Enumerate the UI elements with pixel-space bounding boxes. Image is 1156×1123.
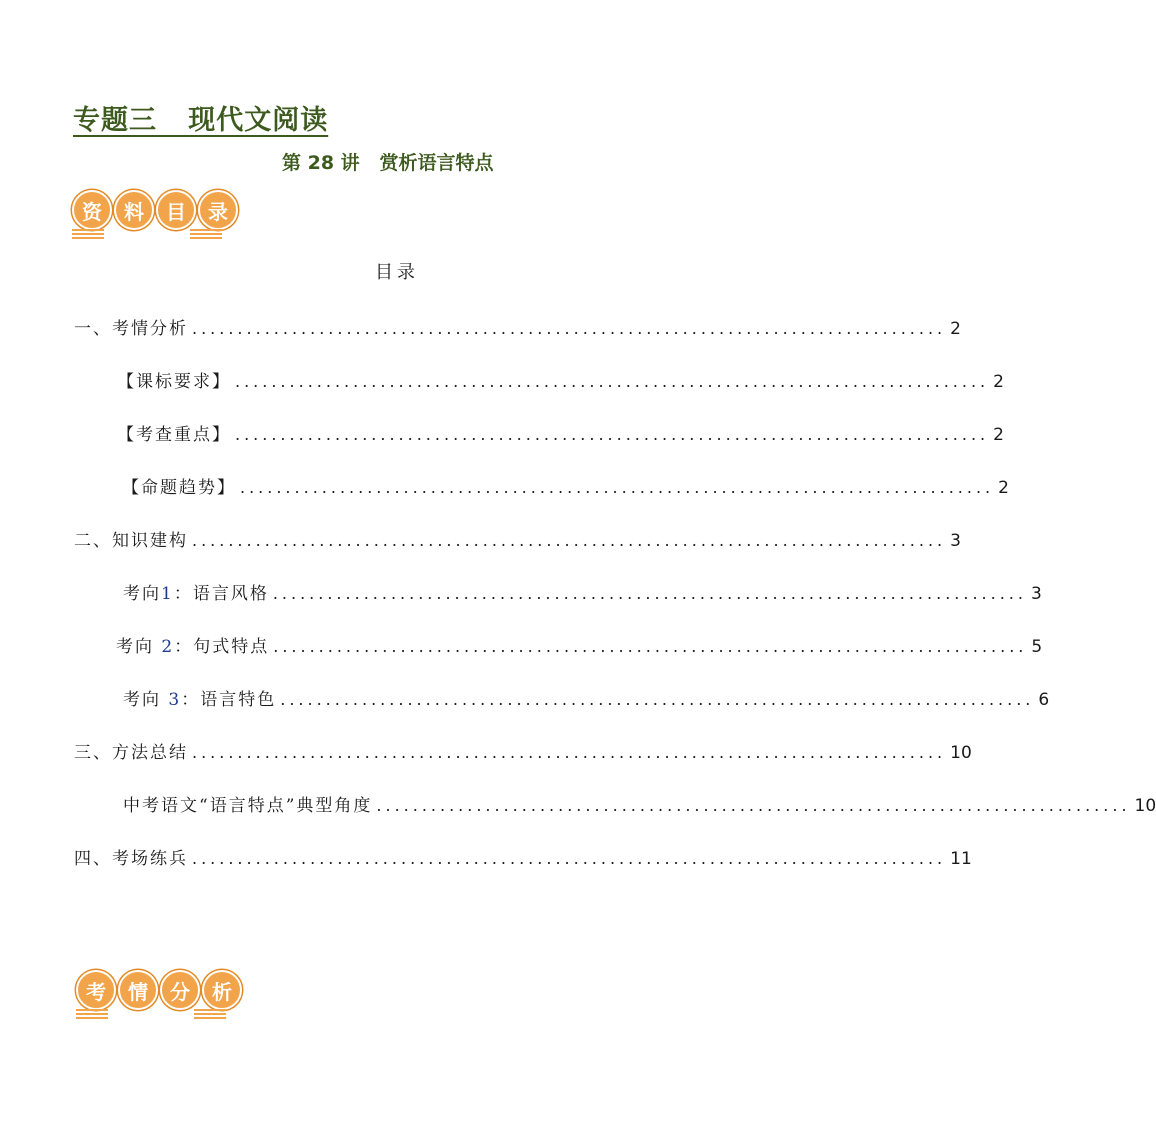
- toc-entry[interactable]: [123, 579, 1042, 604]
- toc-leader-dots: ...................................................................................: [192, 319, 947, 338]
- toc-page-number: 2: [950, 319, 961, 339]
- toc-entry-label: [123, 685, 276, 710]
- toc-entry-number: 3: [168, 690, 182, 710]
- toc-page-number: 5: [1031, 637, 1043, 657]
- page-title: 专题三 现代文阅读: [73, 105, 329, 136]
- toc-leader-dots: ...................................................................................: [235, 372, 990, 391]
- toc-entry-label: 一、考情分析: [74, 319, 188, 339]
- toc-entry[interactable]: [117, 367, 1004, 392]
- lecture-subtitle: 第 28 讲 赏析语言特点: [282, 152, 494, 174]
- toc-entry-number: 1: [161, 584, 174, 604]
- toc-entry[interactable]: [74, 526, 961, 551]
- badge-char: 料: [114, 190, 154, 230]
- badge-char: 录: [198, 190, 238, 230]
- toc-entry[interactable]: [74, 314, 961, 339]
- toc-entry-label: 【课标要求】: [117, 372, 231, 392]
- toc-entry-label: 三、方法总结: [74, 743, 188, 763]
- contents-badge: [72, 190, 238, 230]
- toc-leader-dots: ...................................................................................: [376, 796, 1131, 815]
- toc-page-number: 2: [993, 372, 1004, 392]
- analysis-badge: [76, 970, 242, 1010]
- toc-heading: 目录: [375, 262, 419, 283]
- toc-entry-prefix: 考向: [123, 690, 169, 710]
- toc-entry-label: 【考查重点】: [117, 425, 231, 445]
- toc-entry-label: [123, 579, 269, 604]
- toc-page-number: 3: [1030, 584, 1042, 604]
- toc-entry[interactable]: [122, 473, 1009, 498]
- badge-underline-right: [190, 229, 222, 241]
- toc-entry[interactable]: [123, 685, 1050, 710]
- toc-entry-label: 中考语文“语言特点”典型角度: [123, 796, 373, 816]
- badge-char: 资: [72, 190, 112, 230]
- toc-entry-suffix: ：语言特色: [181, 690, 277, 710]
- badge-char: 情: [118, 970, 158, 1010]
- toc-leader-dots: ...................................................................................: [192, 531, 947, 550]
- badge-char: 目: [156, 190, 196, 230]
- toc-entry[interactable]: [116, 632, 1043, 657]
- toc-leader-dots: ...................................................................................: [192, 849, 947, 868]
- toc-leader-dots: ...................................................................................: [235, 425, 990, 444]
- toc-entry-label: [116, 632, 269, 657]
- toc-entry-prefix: 考向: [123, 584, 161, 604]
- toc-entry-label: 四、考场练兵: [74, 849, 188, 869]
- toc-entry[interactable]: [74, 738, 972, 763]
- toc-entry-label: 二、知识建构: [74, 531, 188, 551]
- toc-entry-prefix: 考向: [116, 637, 162, 657]
- toc-entry-label: 【命题趋势】: [122, 478, 236, 498]
- badge-char: 析: [202, 970, 242, 1010]
- toc-entry[interactable]: [117, 420, 1004, 445]
- toc-leader-dots: ...................................................................................: [272, 584, 1027, 603]
- toc-leader-dots: ...................................................................................: [240, 478, 995, 497]
- toc-page-number: 6: [1038, 690, 1050, 710]
- toc-page-number: 2: [998, 478, 1009, 498]
- toc-page-number: 11: [950, 849, 972, 869]
- toc-leader-dots: ...................................................................................: [280, 690, 1035, 709]
- badge-underline-left: [72, 229, 104, 241]
- badge-char: 考: [76, 970, 116, 1010]
- toc-entry-suffix: ：句式特点: [174, 637, 270, 657]
- badge-underline-right: [194, 1009, 226, 1021]
- badge-underline-left: [76, 1009, 108, 1021]
- toc-entry-suffix: ：语言风格: [173, 584, 269, 604]
- toc-entry[interactable]: [74, 844, 972, 869]
- toc-page-number: 3: [950, 531, 961, 551]
- toc-leader-dots: ...................................................................................: [273, 637, 1028, 656]
- toc-page-number: 10: [1134, 796, 1156, 816]
- toc-page-number: 10: [950, 743, 972, 763]
- toc-entry-number: 2: [161, 637, 175, 657]
- badge-char: 分: [160, 970, 200, 1010]
- toc-page-number: 2: [993, 425, 1004, 445]
- toc-entry[interactable]: [123, 791, 1156, 816]
- toc-leader-dots: ...................................................................................: [192, 743, 947, 762]
